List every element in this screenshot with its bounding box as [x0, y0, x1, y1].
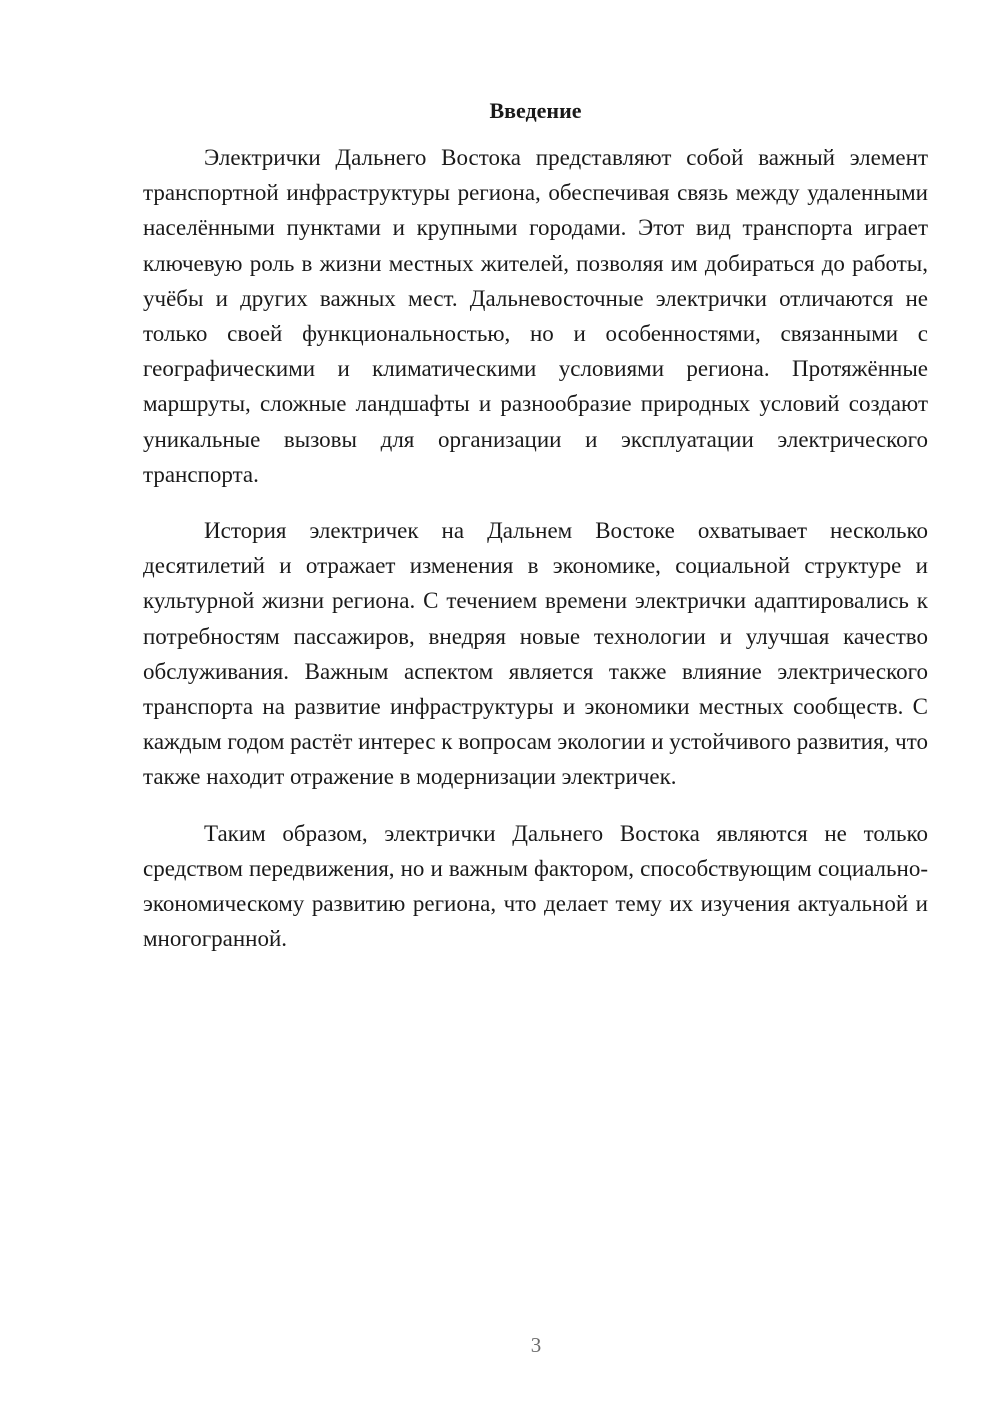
page-number: 3 — [530, 1333, 542, 1357]
paragraph-3: Таким образом, электрички Дальнего Востока являются не только средством передвижения, но и важным фактором, способствующим социально-экономическому развитию региона, что делает тему их изучения актуальной и многогранной. — [143, 820, 928, 952]
document-body — [143, 96, 928, 956]
paragraph-2: История электричек на Дальнем Востоке охватывает несколько десятилетий и отражает изменения в экономике, социальной структуре и культурной жизни региона. С течением времени электрички адаптировались к потребностям пассажиров, внедряя новые технологии и улучшая качество обслуживания. Важным аспектом является также влияние электрического транспорта на развитие инфраструктуры и экономики местных сообществ. С каждым годом растёт интерес к вопросам экологии и устойчивого развития, что также находит отражение в модернизации электричек. — [143, 518, 928, 790]
section-title: Введение — [489, 98, 582, 123]
paragraph-1: Электрички Дальнего Востока представляют собой важный элемент транспортной инфраструктуры региона, обеспечивая связь между удаленными населёнными пунктами и крупными городами. Этот вид транспорта играет ключевую роль в жизни местных жителей, позволяя им добираться до работы, учёбы и других важных мест. Дальневосточные электрички отличаются не только своей функциональностью, но и особенностями, связанными с географическими и климатическими условиями региона. Протяжённые маршруты, сложные ландшафты и разнообразие природных условий создают уникальные вызовы для организации и эксплуатации электрического транспорта. — [143, 145, 928, 487]
